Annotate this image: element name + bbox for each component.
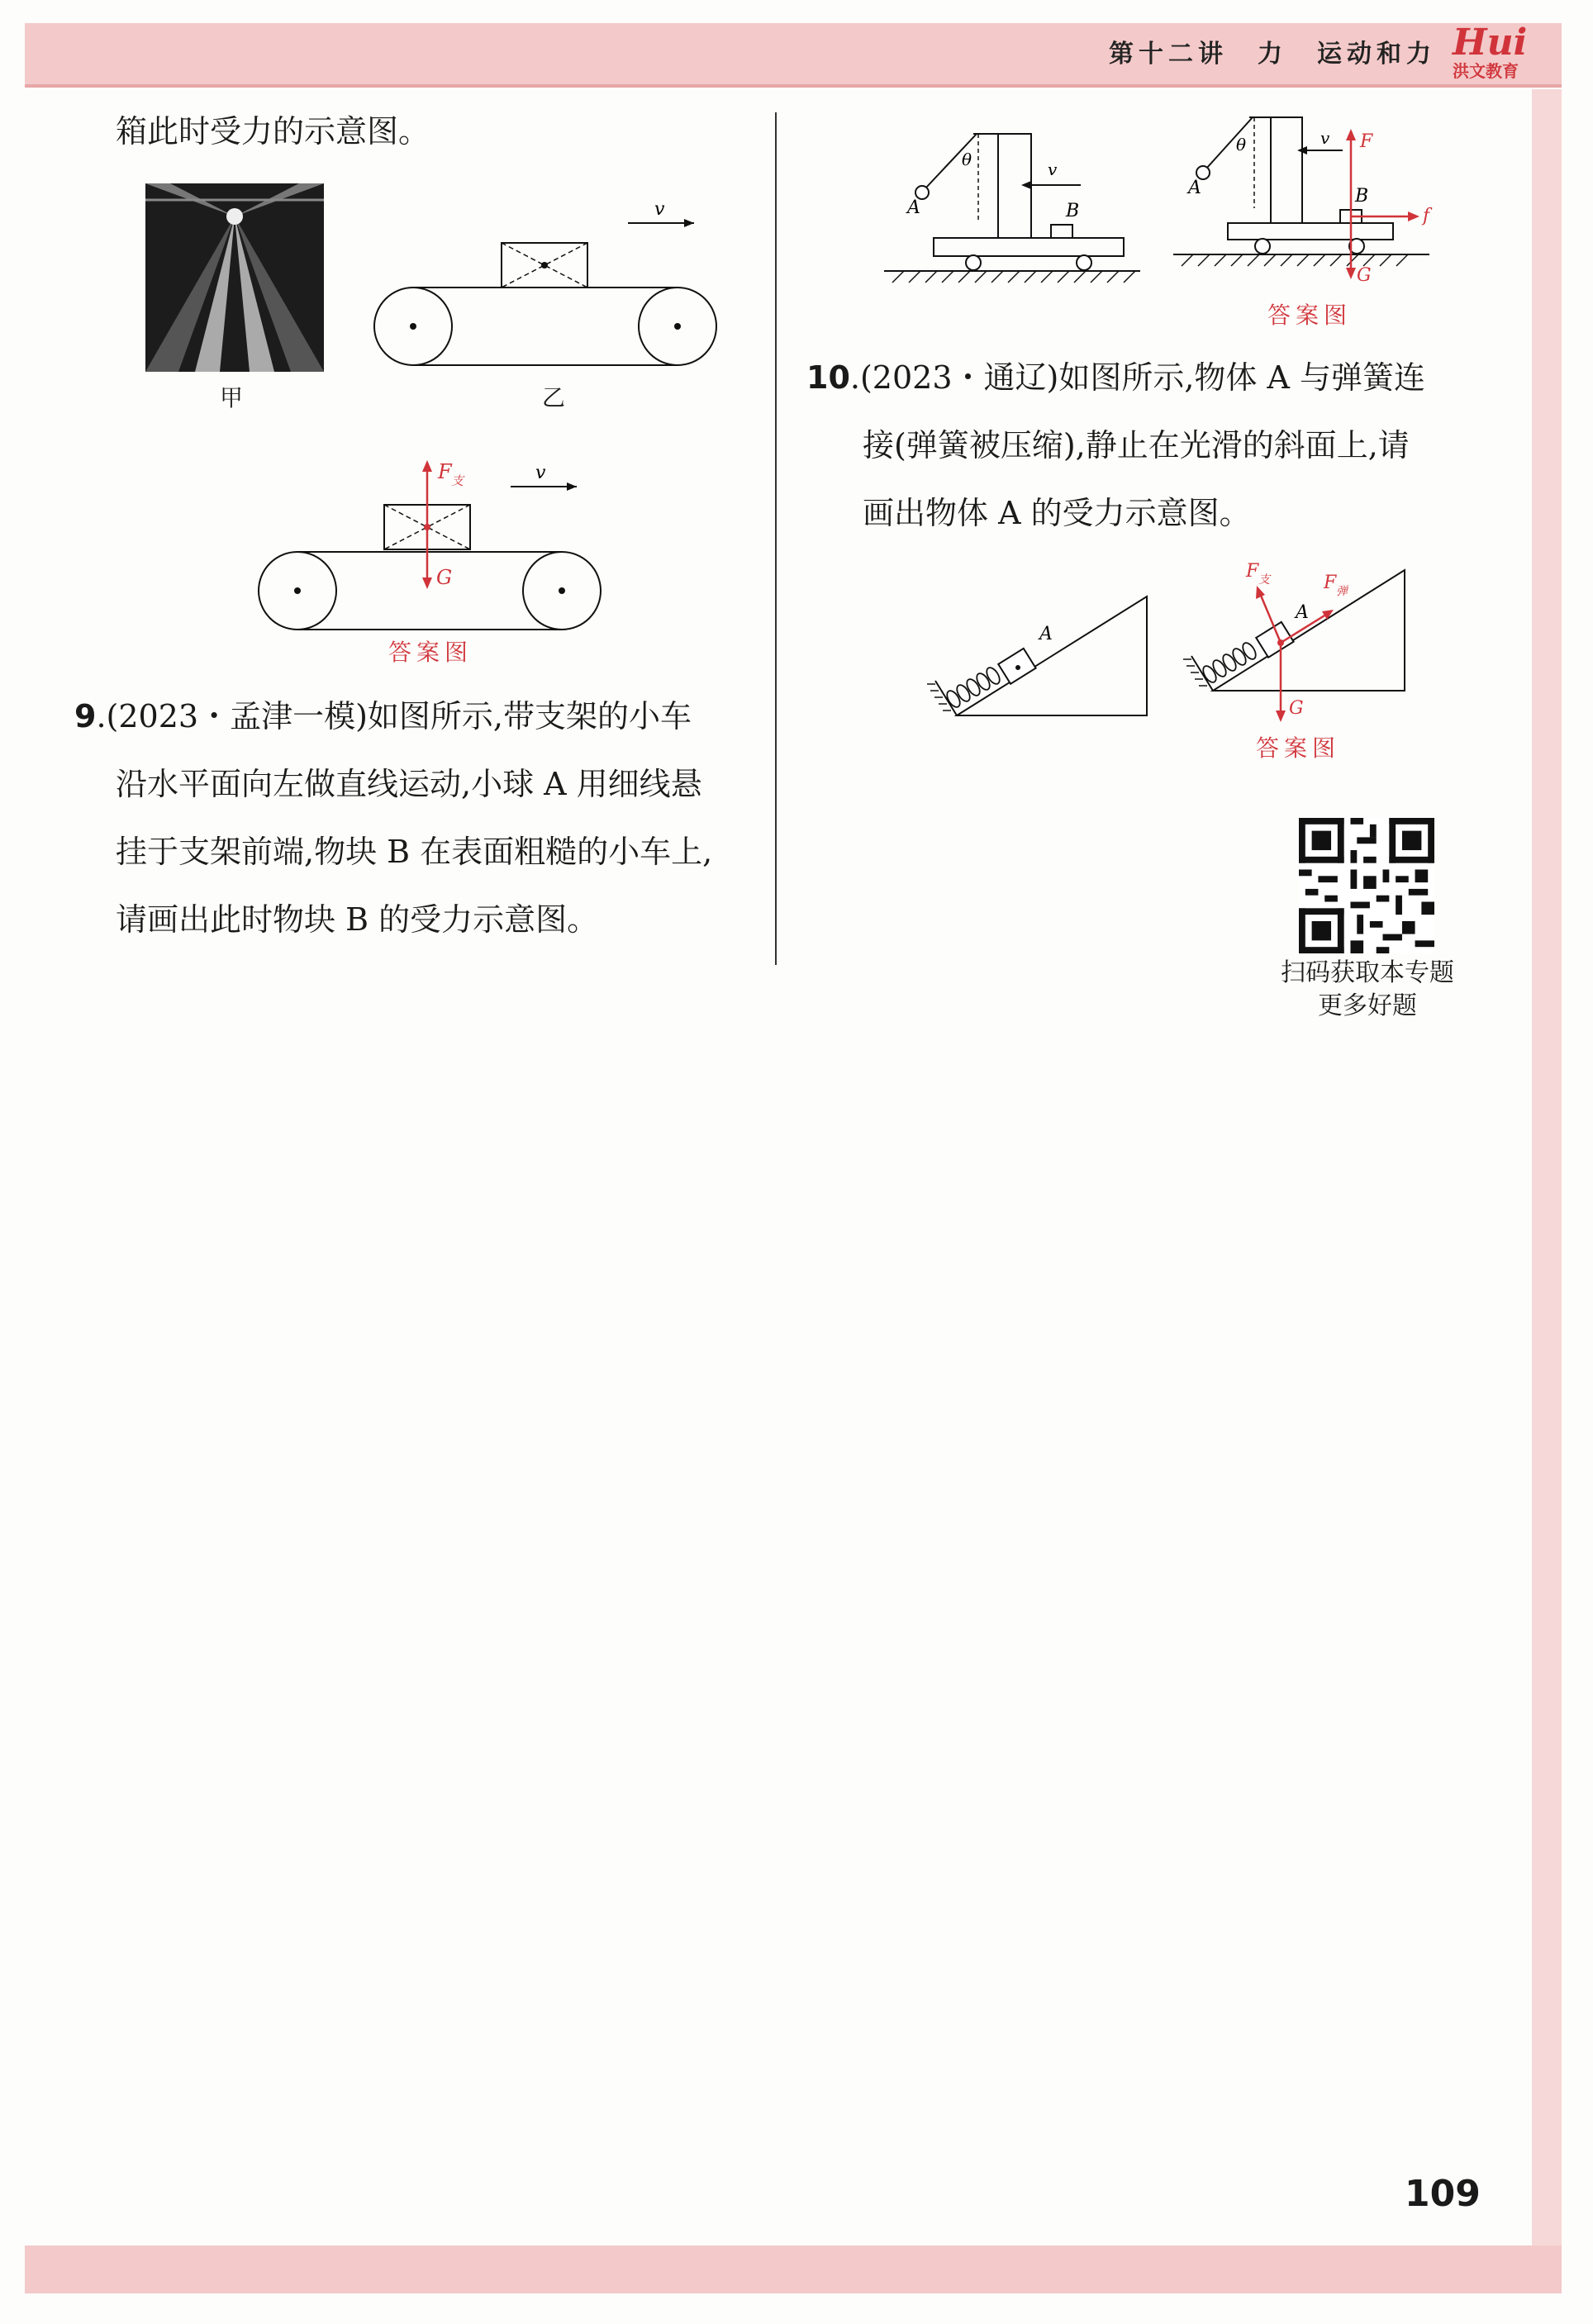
label-b: B	[1066, 201, 1080, 221]
answer-caption-8: 答案图	[388, 639, 473, 666]
question-9-text: .(2023・孟津一模)如图所示,带支架的小车	[96, 698, 692, 734]
force-spring-label: F	[1324, 573, 1337, 593]
label-a-10: A	[1039, 624, 1053, 644]
label-a: A	[907, 197, 920, 218]
answer-caption-9: 答案图	[1267, 302, 1353, 329]
caption-jia: 甲	[220, 384, 244, 411]
qr-code[interactable]	[1299, 818, 1434, 953]
incline-figure	[924, 592, 1155, 724]
publisher-logo	[1453, 21, 1543, 83]
conveyor-answer-figure	[256, 459, 603, 640]
velocity-label: v	[654, 199, 665, 220]
question-9-number: 9	[74, 698, 97, 734]
cart-answer-figure	[1173, 116, 1446, 289]
qr-caption-line1: 扫码获取本专题	[1281, 958, 1454, 987]
answer-label-a-10: A	[1296, 602, 1309, 623]
answer-velocity-label-9: v	[1320, 128, 1330, 148]
force-support-label: F	[438, 460, 452, 483]
force-gravity-label: G	[436, 566, 453, 589]
question-9-line4: 请画出此时物块 B 的受力示意图。	[116, 901, 599, 938]
question-10-number: 10	[806, 359, 850, 396]
force-support-sub-10: 支	[1258, 573, 1270, 587]
force-support-label-10: F	[1246, 561, 1259, 582]
label-theta: θ	[962, 150, 972, 169]
force-spring-sub: 弹	[1336, 585, 1348, 598]
column-divider	[775, 112, 777, 965]
question-9-line2: 沿水平面向左做直线运动,小球 A 用细线悬	[116, 766, 702, 802]
answer-label-theta: θ	[1236, 135, 1247, 154]
incline-answer-figure	[1180, 558, 1419, 732]
answer-caption-10: 答案图	[1256, 734, 1341, 762]
question-9-line3: 挂于支架前端,物块 B 在表面粗糙的小车上,	[116, 834, 713, 870]
cart-figure	[884, 116, 1148, 289]
answer-label-b: B	[1355, 186, 1369, 207]
force-friction: f	[1423, 206, 1430, 226]
chapter-title: 第十二讲 力 运动和力	[1109, 40, 1436, 69]
logo-brand: 洪文教育	[1453, 61, 1519, 81]
force-support-sub: 支	[451, 473, 464, 488]
logo-mark: Hui	[1453, 21, 1528, 64]
qr-caption	[1256, 957, 1479, 1023]
qr-caption-line2: 更多好题	[1318, 991, 1417, 1020]
answer-label-a: A	[1188, 178, 1201, 198]
answer-velocity-label: v	[535, 463, 546, 483]
escalator-photo	[145, 183, 324, 372]
side-band	[1532, 89, 1562, 2254]
force-f-upper: F	[1360, 131, 1373, 152]
force-gravity-label-10: G	[1289, 698, 1304, 719]
question-10-text: .(2023・通辽)如图所示,物体 A 与弹簧连	[849, 359, 1426, 396]
question-10-line1	[806, 344, 1425, 411]
footer-band	[25, 2246, 1562, 2293]
velocity-label-9: v	[1048, 159, 1058, 179]
intro-text: 箱此时受力的示意图。	[116, 113, 430, 150]
question-10-line2: 接(弹簧被压缩),静止在光滑的斜面上,请	[863, 427, 1410, 463]
force-g-9: G	[1357, 265, 1372, 286]
caption-yi: 乙	[542, 384, 566, 411]
page-number: 109	[1405, 2173, 1481, 2215]
question-9-line1	[74, 682, 692, 750]
question-10-line3: 画出物体 A 的受力示意图。	[863, 495, 1251, 531]
